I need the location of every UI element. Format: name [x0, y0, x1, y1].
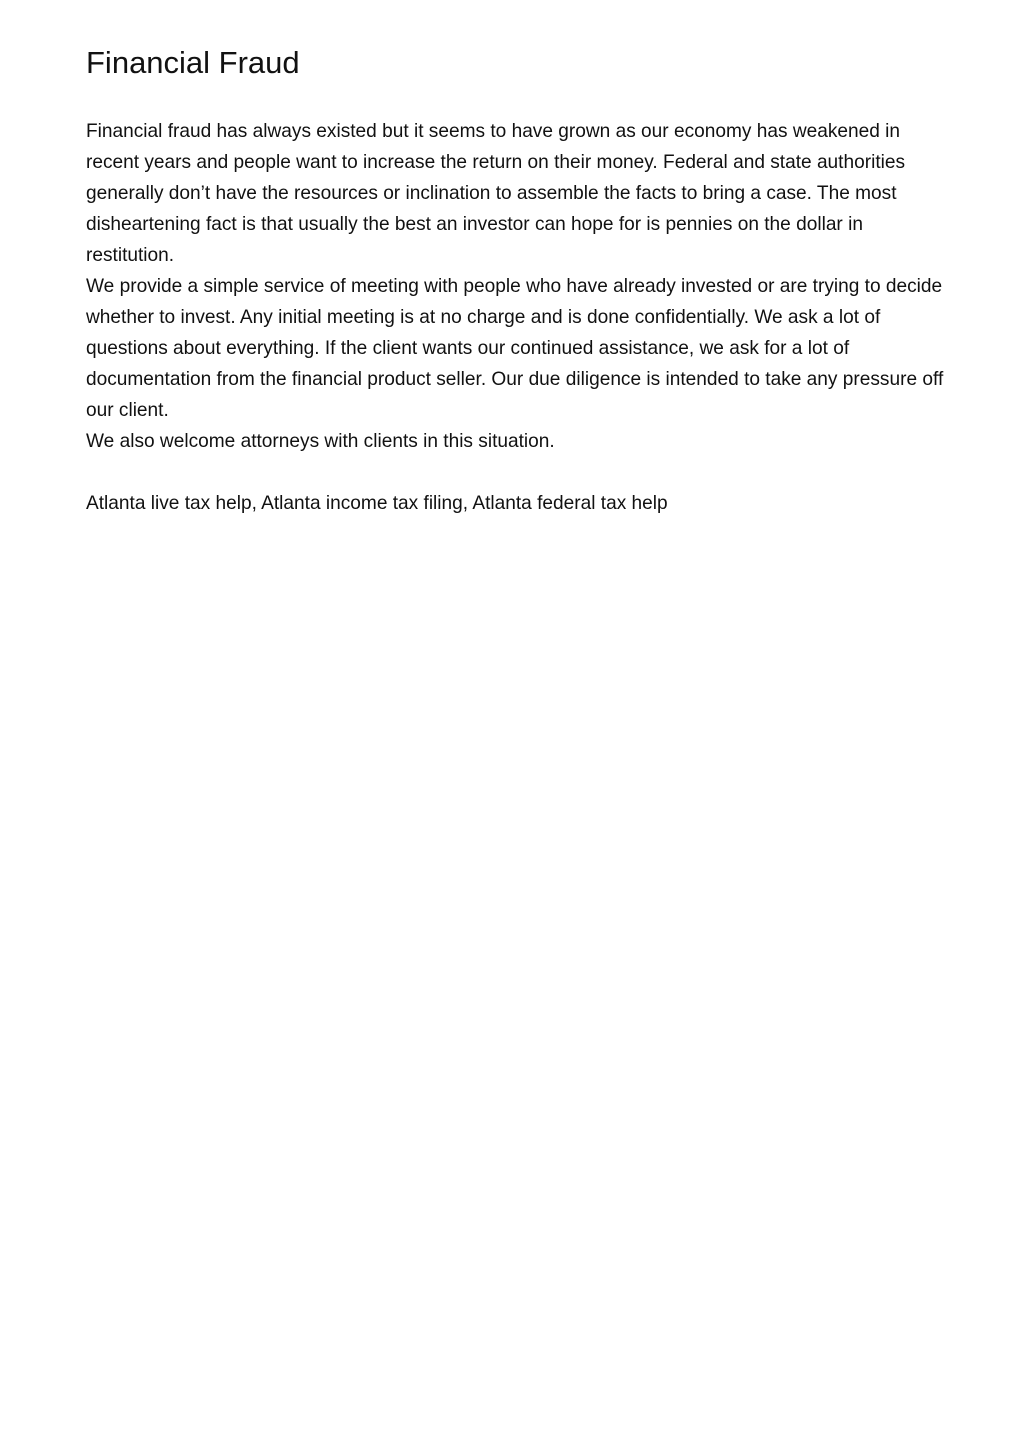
document-content	[86, 42, 946, 519]
keywords-line: Atlanta live tax help, Atlanta income tax filing, Atlanta federal tax help	[86, 493, 668, 514]
paragraph-service: We provide a simple service of meeting with people who have already invested or are trying to decide whether to invest. Any initial meeting is at no charge and is done confidentially. We ask a lot of questions about everything. If the client wants our continued assistance, we ask for a lot of documentation from the financial product seller. Our due diligence is intended to take any pressure off our client.	[86, 276, 944, 421]
paragraph-intro: Financial fraud has always existed but it seems to have grown as our economy has weakened in recent years and people want to increase the return on their money. Federal and state authorities generally don’t have the resources or inclination to assemble the facts to bring a case. The most disheartening fact is that usually the best an investor can hope for is pennies on the dollar in restitution.	[86, 121, 906, 266]
body-text	[86, 116, 946, 457]
page-title: Financial Fraud	[86, 45, 300, 80]
paragraph-attorneys: We also welcome attorneys with clients in this situation.	[86, 431, 555, 452]
